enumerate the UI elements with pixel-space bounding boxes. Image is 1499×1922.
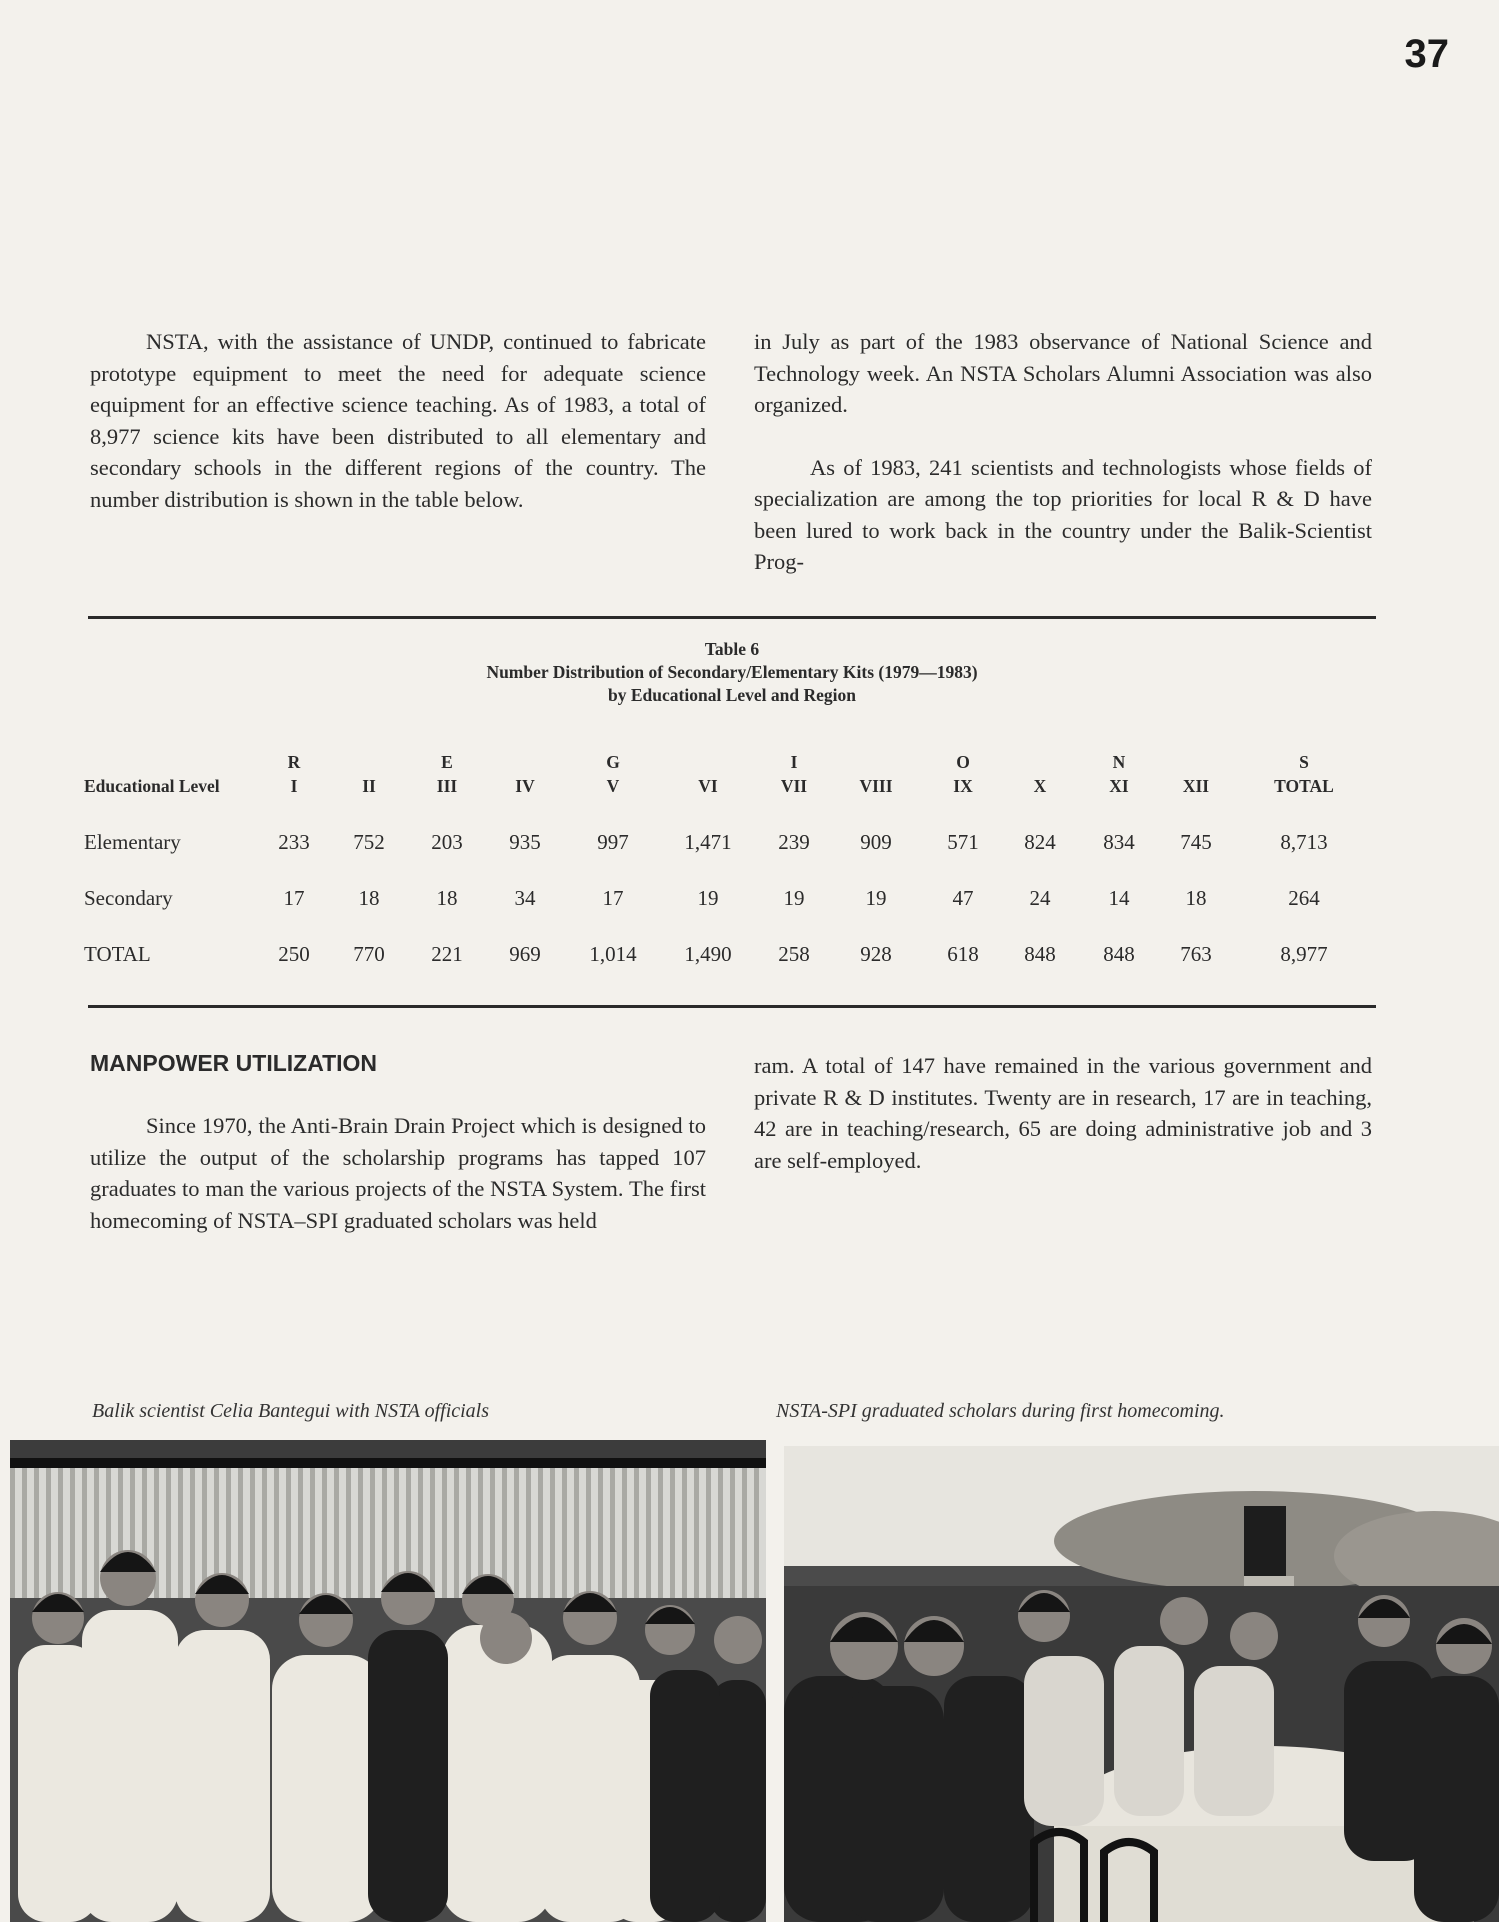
table-cell: 24 [1029,885,1051,910]
region-header-numeral: XII [1182,776,1210,796]
table-cell: 19 [865,885,887,910]
table-header-row [84,740,1378,798]
table-title: Number Distribution of Secondary/Elementary Kits (1979—1983) [486,662,978,682]
region-header-letter: N [1112,752,1126,772]
table-row [84,870,1378,926]
region-header-numeral: II [362,776,376,796]
region-header-numeral: I [290,776,298,796]
region-header-letter: I [790,752,798,772]
table-cell: 834 [1103,829,1135,854]
row-label: Elementary [84,829,181,854]
right-photo-caption: NSTA-SPI graduated scholars during first homecoming. [776,1400,1225,1422]
region-column-header [568,740,658,798]
table-cell: 8,977 [1280,941,1328,966]
region-column-header [1230,740,1378,798]
table-bottom-rule [88,1005,1376,1008]
table-cell: 745 [1180,829,1212,854]
table-cell: 233 [278,829,310,854]
table-cell: 221 [431,941,463,966]
table-cell: 909 [860,829,892,854]
region-column-header [1004,740,1076,798]
table-cell: 848 [1024,941,1056,966]
region-header-numeral: IV [515,776,535,796]
table-cell: 19 [783,885,805,910]
table-cell: 17 [602,885,624,910]
table-cell: 264 [1288,885,1320,910]
educational-level-header: Educational Level [84,776,220,796]
manpower-paragraph: Since 1970, the Anti-Brain Drain Project which is designed to utilize the output of the scholarship programs has tapped 107 graduates to man the various projects of the NSTA System. The first homecoming of NSTA–SPI graduated scholars was held [90,1113,706,1233]
manpower-right-column [754,1050,1372,1176]
left-photo-caption: Balik scientist Celia Bantegui with NSTA officials [92,1400,490,1422]
table-cell: 997 [597,829,629,854]
table-cell: 18 [358,885,380,910]
region-header-numeral: VI [698,776,718,796]
region-header-letter: G [606,752,620,772]
region-column-header [1076,740,1162,798]
region-column-header [482,740,568,798]
table-cell: 1,471 [684,829,732,854]
table-row [84,798,1378,870]
region-column-header [922,740,1004,798]
intro-continuation-paragraph: in July as part of the 1983 observance of National Science and Technology week. An NSTA Scholars Alumni Association was also organized. [754,329,1372,417]
table-cell: 618 [947,941,979,966]
table-subtitle: by Educational Level and Region [608,685,856,705]
officials-group-photo [10,1440,766,1922]
table-cell: 17 [283,885,305,910]
table-cell: 34 [514,885,536,910]
table-cell: 848 [1103,941,1135,966]
table-cell: 1,490 [684,941,732,966]
table-cell: 258 [778,941,810,966]
table-cell: 824 [1024,829,1056,854]
table-cell: 239 [778,829,810,854]
homecoming-photo [784,1446,1499,1922]
row-label: Secondary [84,885,173,910]
table-cell: 1,014 [589,941,637,966]
table-cell: 770 [353,941,385,966]
table-cell: 18 [436,885,458,910]
region-column-header [830,740,922,798]
manpower-left-column [90,1110,706,1236]
table-body [84,798,1378,982]
homecoming-photo-graphic [784,1446,1499,1922]
region-header-numeral: IX [953,776,973,796]
officials-group-photo-graphic [10,1440,766,1922]
table-cell: 752 [353,829,385,854]
region-header-letter [1004,750,1076,774]
table-cell: 571 [947,829,979,854]
balik-scientist-paragraph: As of 1983, 241 scientists and technologists whose fields of specialization are among the top priorities for local R & D have been lured to work back in the country under the Balik-Scientist Prog- [754,454,1372,574]
region-header-numeral: V [606,776,620,796]
region-header-letter [658,750,758,774]
table-cell: 18 [1185,885,1207,910]
region-column-header [758,740,830,798]
intro-right-column [754,326,1372,578]
region-column-header [326,740,412,798]
region-header-letter: O [956,752,970,772]
region-column-header [1162,740,1230,798]
region-header-numeral: TOTAL [1274,776,1334,796]
table-top-rule [88,616,1376,619]
table-number: Table 6 [704,639,760,659]
region-header-numeral: III [436,776,458,796]
region-column-header [658,740,758,798]
table-caption [88,638,1376,707]
region-header-numeral: VII [780,776,808,796]
manpower-continuation-paragraph: ram. A total of 147 have remained in the various government and private R & D institutes. Twenty are in research, 17 are in teaching, 42 are in teaching/research, 65 are doing administrative job and 3 are self-employed. [754,1053,1372,1173]
region-header-letter: R [287,752,301,772]
region-column-header [262,740,326,798]
table-cell: 8,713 [1280,829,1328,854]
table-cell: 14 [1108,885,1130,910]
table-cell: 19 [697,885,719,910]
table-cell: 250 [278,941,310,966]
table-cell: 935 [509,829,541,854]
table-row [84,926,1378,982]
intro-paragraph: NSTA, with the assistance of UNDP, continued to fabricate prototype equipment to meet the need for adequate science equipment for an effective science teaching. As of 1983, a total of 8,977 science kits have been distributed to all elementary and secondary schools in the different regions of the country. The number distribution is shown in the table below. [90,329,706,512]
table-cell: 928 [860,941,892,966]
region-header-letter [326,750,412,774]
page-number: 37 [1404,32,1449,76]
region-header-letter [830,750,922,774]
region-header-numeral: X [1033,776,1047,796]
region-header-letter: E [441,752,453,772]
table-cell: 763 [1180,941,1212,966]
table-cell: 203 [431,829,463,854]
section-heading: MANPOWER UTILIZATION [90,1050,378,1076]
region-column-header [412,740,482,798]
region-header-numeral: XI [1109,776,1129,796]
region-header-letter [482,750,568,774]
region-header-letter: S [1299,752,1309,772]
region-header-letter [1162,750,1230,774]
row-label: TOTAL [84,941,151,966]
kits-distribution-table [84,740,1378,982]
table-cell: 969 [509,941,541,966]
region-header-numeral: VIII [859,776,893,796]
intro-left-column [90,326,706,515]
table-cell: 47 [952,885,974,910]
